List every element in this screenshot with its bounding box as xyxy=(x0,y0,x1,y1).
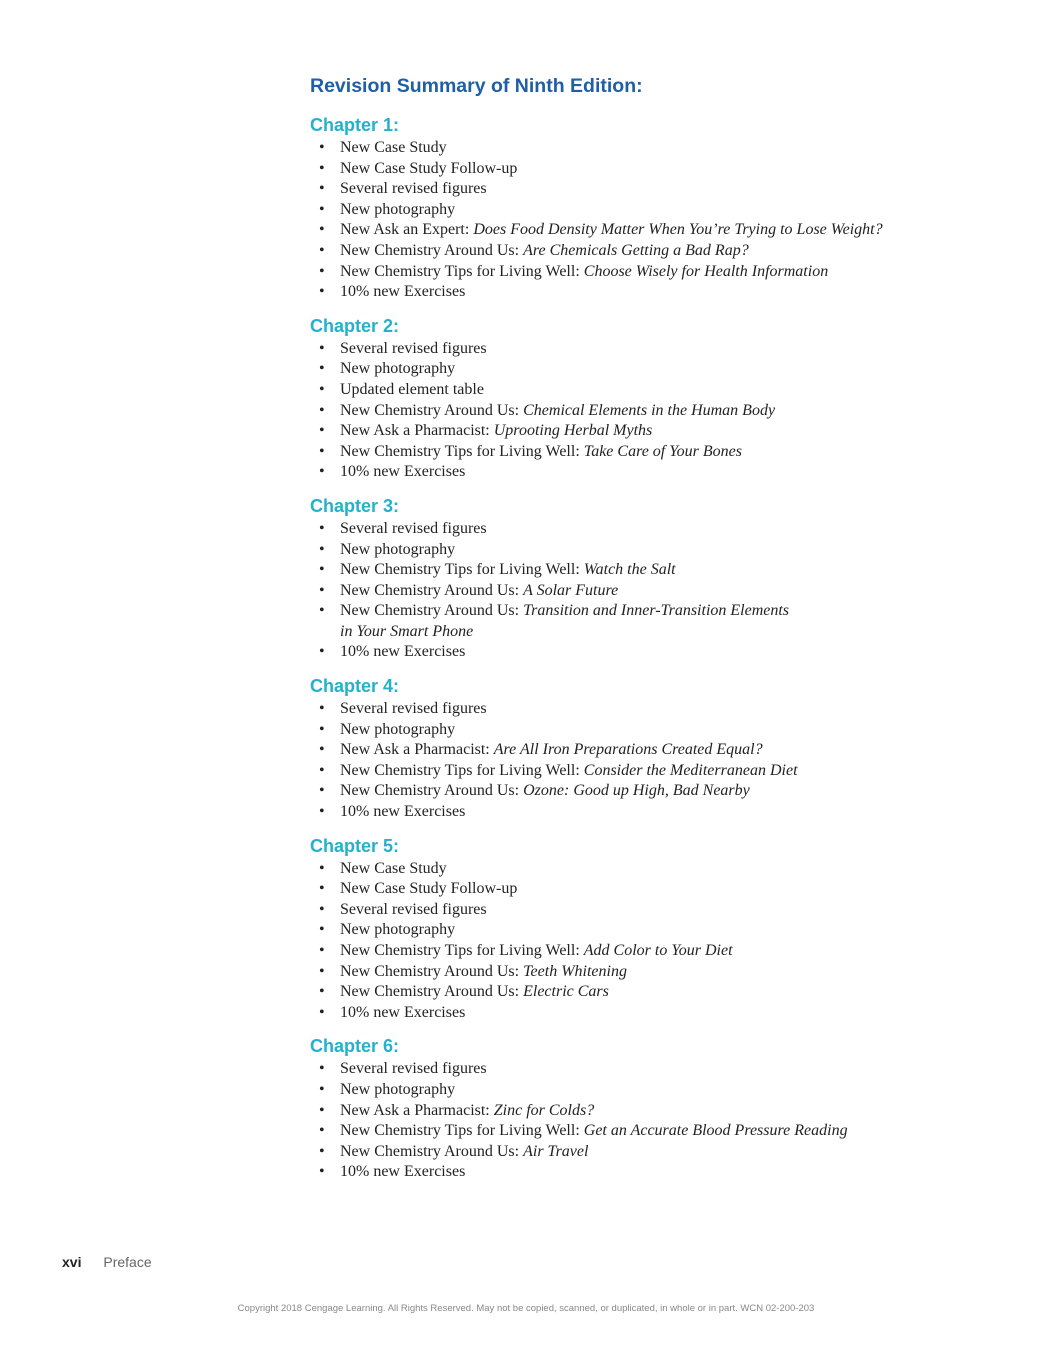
item-text: New Chemistry Around Us: xyxy=(340,1142,524,1160)
bullet-icon: • xyxy=(319,380,325,398)
item-text: Several revised figures xyxy=(340,1060,487,1078)
list-item xyxy=(310,200,1010,221)
list-item xyxy=(310,159,1010,180)
chapter-section xyxy=(310,112,1010,303)
item-text: New Ask a Pharmacist: xyxy=(340,1101,494,1119)
list-item xyxy=(310,540,1010,561)
list-item xyxy=(310,1121,1010,1142)
list-item xyxy=(310,879,1010,900)
item-text: New photography xyxy=(340,921,456,939)
item-text: 10% new Exercises xyxy=(340,803,466,821)
list-item xyxy=(310,359,1010,380)
bullet-icon: • xyxy=(319,1003,325,1021)
page-footer xyxy=(62,1254,152,1270)
list-item xyxy=(310,962,1010,983)
bullet-icon: • xyxy=(319,782,325,800)
list-item xyxy=(310,282,1010,303)
item-text: Several revised figures xyxy=(340,339,487,357)
chapter-items xyxy=(310,339,1010,483)
item-feature-title: Zinc for Colds? xyxy=(493,1101,595,1119)
item-text: New Chemistry Around Us: xyxy=(340,962,524,980)
bullet-icon: • xyxy=(319,859,325,877)
list-item xyxy=(310,401,1010,422)
item-feature-title: A Solar Future xyxy=(523,581,619,599)
list-item xyxy=(310,941,1010,962)
bullet-icon: • xyxy=(319,540,325,558)
item-text: Several revised figures xyxy=(340,700,487,718)
bullet-icon: • xyxy=(319,880,325,898)
bullet-icon: • xyxy=(319,561,325,579)
chapter-list xyxy=(310,112,1010,1183)
list-item xyxy=(310,421,1010,442)
bullet-icon: • xyxy=(319,422,325,440)
chapter-items xyxy=(310,138,1010,303)
bullet-icon: • xyxy=(319,241,325,259)
item-text: 10% new Exercises xyxy=(340,1163,466,1181)
chapter-heading: Chapter 1: xyxy=(310,115,400,135)
item-text: New Chemistry Tips for Living Well: xyxy=(340,942,584,959)
item-feature-title: Ozone: Good up High, Bad Nearby xyxy=(523,782,750,800)
item-feature-title: Electric Cars xyxy=(523,983,609,1001)
list-item xyxy=(310,900,1010,921)
list-item xyxy=(310,1162,1010,1183)
item-text: New Chemistry Tips for Living Well: xyxy=(340,1122,584,1140)
bullet-icon: • xyxy=(319,139,325,156)
list-item xyxy=(310,859,1010,880)
bullet-icon: • xyxy=(319,602,325,620)
copyright-notice: Copyright 2018 Cengage Learning. All Rights Reserved. May not be copied, scanned, or duplicated, in whole or in part. WCN 02-200-203 xyxy=(237,1303,815,1314)
bullet-icon: • xyxy=(319,900,325,918)
item-feature-title: Are All Iron Preparations Created Equal? xyxy=(493,741,763,759)
chapter-section xyxy=(310,1033,1010,1183)
list-item xyxy=(310,442,1010,463)
bullet-icon: • xyxy=(319,401,325,419)
item-text: New Chemistry Around Us: xyxy=(340,581,524,599)
item-text: New Chemistry Around Us: xyxy=(340,602,524,620)
bullet-icon: • xyxy=(319,1163,325,1181)
item-text: New Case Study Follow-up xyxy=(340,159,518,177)
bullet-icon: • xyxy=(319,200,325,218)
item-feature-title: Consider the Mediterranean Diet xyxy=(583,761,798,779)
item-feature-title: Uprooting Herbal Myths xyxy=(493,422,653,440)
chapter-items xyxy=(310,859,1010,1024)
bullet-icon: • xyxy=(319,1142,325,1160)
bullet-icon: • xyxy=(319,339,325,357)
list-item xyxy=(310,761,1010,782)
list-item xyxy=(310,380,1010,401)
list-item xyxy=(310,1101,1010,1122)
chapter-section xyxy=(310,673,1010,823)
item-feature-title: Air Travel xyxy=(523,1142,589,1160)
item-text: New Ask a Pharmacist: xyxy=(340,422,494,440)
bullet-icon: • xyxy=(319,1060,325,1078)
bullet-icon: • xyxy=(319,1122,325,1140)
list-item xyxy=(310,220,1010,241)
item-feature-title: Are Chemicals Getting a Bad Rap? xyxy=(523,241,749,259)
item-feature-title: Add Color to Your Diet xyxy=(583,942,733,959)
item-feature-title: Take Care of Your Bones xyxy=(583,442,743,460)
bullet-icon: • xyxy=(319,700,325,718)
list-item xyxy=(310,920,1010,941)
chapter-heading: Chapter 2: xyxy=(310,315,400,336)
item-text: Several revised figures xyxy=(340,519,487,537)
item-text: 10% new Exercises xyxy=(340,643,466,661)
item-feature-title: Teeth Whitening xyxy=(523,962,627,980)
item-feature-title: Chemical Elements in the Human Body xyxy=(523,401,776,419)
item-text: 10% new Exercises xyxy=(340,283,466,301)
list-item xyxy=(310,740,1010,761)
chapter-heading: Chapter 4: xyxy=(310,676,400,697)
list-item xyxy=(310,1142,1010,1163)
bullet-icon: • xyxy=(319,180,325,198)
item-text: New Case Study Follow-up xyxy=(340,880,518,898)
bullet-icon: • xyxy=(319,221,325,239)
chapter-heading: Chapter 3: xyxy=(310,495,400,516)
bullet-icon: • xyxy=(319,761,325,779)
chapter-heading: Chapter 5: xyxy=(310,835,400,856)
list-item xyxy=(310,262,1010,283)
item-text: New photography xyxy=(340,540,456,558)
item-text: New photography xyxy=(340,360,456,378)
chapter-items xyxy=(310,1059,1010,1183)
item-feature-title: Watch the Salt xyxy=(583,561,676,579)
bullet-icon: • xyxy=(319,360,325,378)
list-item xyxy=(310,781,1010,802)
list-item xyxy=(310,1003,1010,1024)
item-feature-title: Transition and Inner-Transition Elements xyxy=(523,602,790,620)
item-text: New Case Study xyxy=(340,859,447,877)
revision-summary xyxy=(310,72,1010,1183)
item-text: Several revised figures xyxy=(340,180,487,198)
list-item xyxy=(310,179,1010,200)
bullet-icon: • xyxy=(319,962,325,980)
item-text: Several revised figures xyxy=(340,900,487,918)
chapter-section xyxy=(310,833,1010,1024)
item-text: New Chemistry Around Us: xyxy=(340,241,524,259)
chapter-section xyxy=(310,313,1010,483)
bullet-icon: • xyxy=(319,1101,325,1119)
bullet-icon: • xyxy=(319,643,325,661)
item-text: New Chemistry Tips for Living Well: xyxy=(340,761,584,779)
item-text: New photography xyxy=(340,720,456,738)
section-name: Preface xyxy=(103,1254,152,1270)
bullet-icon: • xyxy=(319,983,325,1001)
item-text: New Chemistry Tips for Living Well: xyxy=(340,442,584,460)
item-text: New photography xyxy=(340,200,456,218)
bullet-icon: • xyxy=(319,741,325,759)
item-text: New Chemistry Around Us: xyxy=(340,782,524,800)
bullet-icon: • xyxy=(319,720,325,738)
list-item xyxy=(310,339,1010,360)
list-item xyxy=(310,1059,1010,1080)
bullet-icon: • xyxy=(319,283,325,301)
bullet-icon: • xyxy=(319,519,325,537)
list-item xyxy=(310,138,1010,159)
bullet-icon: • xyxy=(319,159,325,177)
list-item xyxy=(310,560,1010,581)
list-item xyxy=(310,241,1010,262)
bullet-icon: • xyxy=(319,581,325,599)
list-item xyxy=(310,462,1010,483)
item-text: New Chemistry Tips for Living Well: xyxy=(340,262,584,280)
list-item xyxy=(310,519,1010,540)
list-item xyxy=(310,720,1010,741)
list-item xyxy=(310,1080,1010,1101)
bullet-icon: • xyxy=(319,262,325,280)
list-item xyxy=(310,982,1010,1003)
item-text: New Ask an Expert: xyxy=(340,221,474,239)
bullet-icon: • xyxy=(319,442,325,460)
bullet-icon: • xyxy=(319,803,325,821)
item-text: Updated element table xyxy=(340,380,484,398)
item-text: New Chemistry Around Us: xyxy=(340,401,524,419)
list-item xyxy=(310,802,1010,823)
item-feature-title: Get an Accurate Blood Pressure Reading xyxy=(583,1122,848,1140)
chapter-heading: Chapter 6: xyxy=(310,1036,400,1057)
item-feature-title-continued: in Your Smart Phone xyxy=(340,622,474,640)
bullet-icon: • xyxy=(319,921,325,939)
chapter-section xyxy=(310,493,1010,663)
item-text: New photography xyxy=(340,1080,456,1098)
page-title: Revision Summary of Ninth Edition: xyxy=(310,75,643,97)
chapter-items xyxy=(310,519,1010,663)
item-text: New Case Study xyxy=(340,139,447,156)
page-number: xvi xyxy=(62,1254,82,1270)
item-text: New Ask a Pharmacist: xyxy=(340,741,494,759)
item-text: New Chemistry Around Us: xyxy=(340,983,524,1001)
list-item xyxy=(310,642,1010,663)
item-text: 10% new Exercises xyxy=(340,1003,466,1021)
item-text: 10% new Exercises xyxy=(340,463,466,481)
list-item xyxy=(310,601,1010,642)
list-item xyxy=(310,581,1010,602)
list-item xyxy=(310,699,1010,720)
bullet-icon: • xyxy=(319,463,325,481)
bullet-icon: • xyxy=(319,1080,325,1098)
item-text: New Chemistry Tips for Living Well: xyxy=(340,561,584,579)
item-feature-title: Does Food Density Matter When You’re Trying to Lose Weight? xyxy=(473,221,883,239)
bullet-icon: • xyxy=(319,942,325,959)
item-feature-title: Choose Wisely for Health Information xyxy=(583,262,829,280)
chapter-items xyxy=(310,699,1010,823)
